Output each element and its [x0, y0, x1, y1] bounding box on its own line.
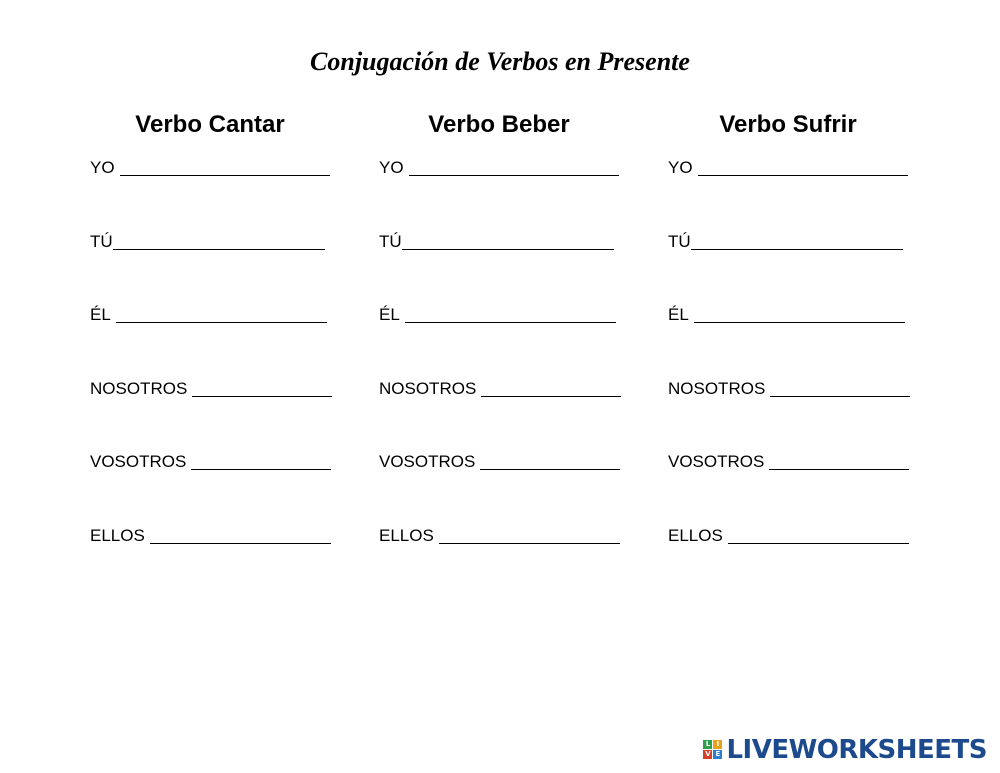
pronoun-label: VOSOTROS [379, 452, 476, 472]
conjugation-row [90, 370, 340, 400]
pronoun-label: VOSOTROS [90, 452, 187, 472]
liveworksheets-logo[interactable] [703, 735, 987, 765]
pronoun-label: ELLOS [379, 525, 434, 545]
pronoun-label: YO [668, 158, 693, 177]
answer-blank[interactable] [113, 249, 325, 250]
answer-blank[interactable] [698, 175, 908, 176]
logo-block-e: E [713, 750, 722, 759]
pronoun-label: TÚ [379, 231, 402, 251]
pronoun-label: ELLOS [90, 525, 145, 545]
verb-column-beber [379, 108, 629, 591]
answer-blank[interactable] [192, 396, 332, 397]
answer-blank[interactable] [120, 175, 330, 176]
verb-column-sufrir [668, 108, 918, 591]
answer-blank[interactable] [439, 543, 620, 544]
pronoun-label: ELLOS [668, 525, 723, 545]
conjugation-row [379, 370, 629, 400]
pronoun-label: ÉL [90, 305, 111, 325]
pronoun-label: NOSOTROS [668, 378, 766, 398]
conjugation-row [379, 223, 629, 253]
live-blocks-icon [703, 740, 723, 760]
pronoun-label: ÉL [668, 305, 689, 325]
column-heading: Verbo Sufrir [719, 111, 857, 138]
answer-blank[interactable] [481, 396, 621, 397]
pronoun-label: TÚ [668, 231, 691, 251]
conjugation-row [668, 223, 918, 253]
conjugation-row [668, 517, 918, 547]
pronoun-label: YO [90, 158, 115, 177]
conjugation-row [90, 223, 340, 253]
conjugation-row [90, 296, 340, 326]
logo-block-v: V [705, 750, 711, 758]
answer-blank[interactable] [191, 469, 331, 470]
pronoun-label: TÚ [90, 231, 113, 251]
conjugation-row [379, 296, 629, 326]
pronoun-label: ÉL [379, 305, 400, 325]
answer-blank[interactable] [691, 249, 903, 250]
pronoun-label: NOSOTROS [379, 378, 477, 398]
answer-blank[interactable] [150, 543, 331, 544]
column-heading: Verbo Beber [428, 111, 570, 138]
logo-block-l: L [703, 740, 712, 749]
conjugation-row [668, 370, 918, 400]
conjugation-row [90, 443, 340, 473]
verb-column-cantar [90, 108, 340, 591]
worksheet-title: Conjugación de Verbos en Presente [310, 47, 690, 76]
conjugation-row [379, 443, 629, 473]
answer-blank[interactable] [728, 543, 909, 544]
pronoun-label: NOSOTROS [90, 378, 188, 398]
logo-text: LIVEWORKSHEETS [726, 735, 987, 765]
logo-block-i: I [713, 740, 722, 749]
answer-blank[interactable] [405, 322, 616, 323]
conjugation-row [379, 517, 629, 547]
answer-blank[interactable] [116, 322, 327, 323]
answer-blank[interactable] [409, 175, 619, 176]
answer-blank[interactable] [402, 249, 614, 250]
conjugation-row [379, 149, 629, 179]
conjugation-row [668, 149, 918, 179]
conjugation-row [90, 517, 340, 547]
answer-blank[interactable] [770, 396, 910, 397]
answer-blank[interactable] [694, 322, 905, 323]
answer-blank[interactable] [480, 469, 620, 470]
conjugation-row [90, 149, 340, 179]
conjugation-row [668, 296, 918, 326]
column-heading: Verbo Cantar [135, 111, 285, 138]
pronoun-label: VOSOTROS [668, 452, 765, 472]
answer-blank[interactable] [769, 469, 909, 470]
pronoun-label: YO [379, 158, 404, 177]
conjugation-row [668, 443, 918, 473]
